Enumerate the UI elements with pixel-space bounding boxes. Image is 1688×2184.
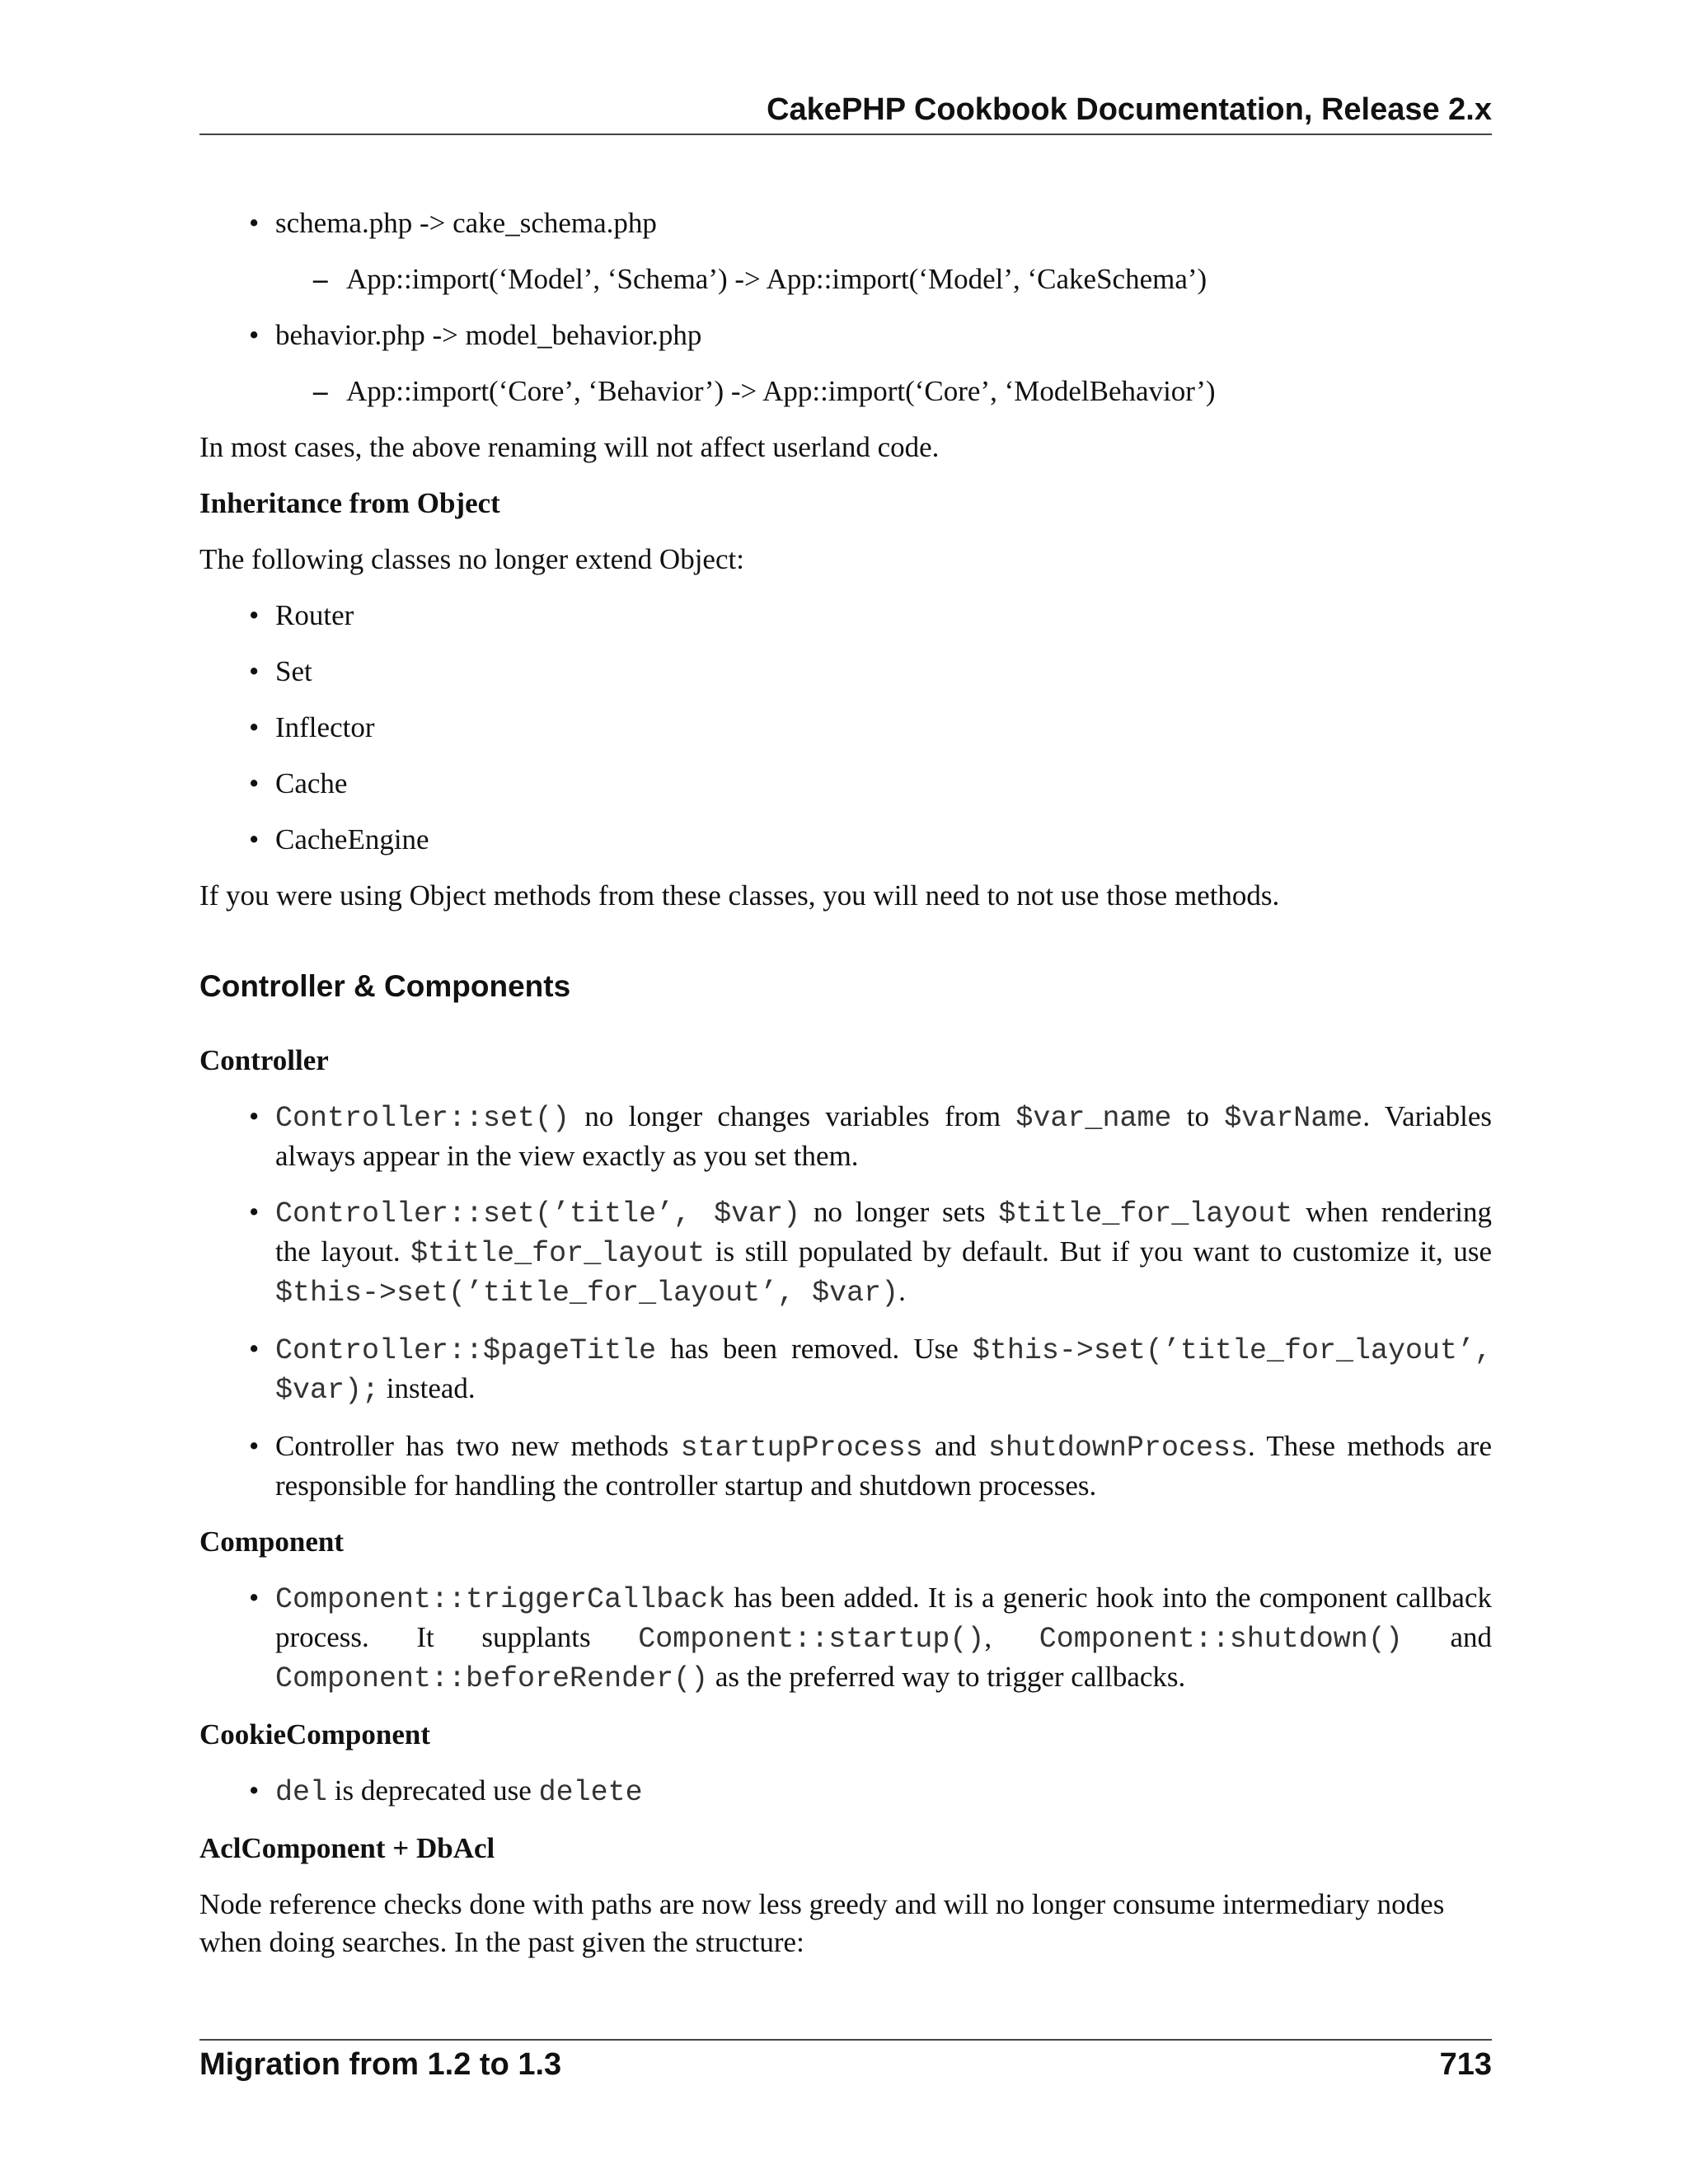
text: has been removed. Use [656, 1333, 973, 1365]
inheritance-note: If you were using Object methods from these classes, you will need to not use those methods. [199, 879, 1280, 912]
list-item [199, 204, 1492, 298]
class-list [199, 597, 1492, 859]
text: Controller has two new methods [275, 1430, 681, 1462]
text: no longer sets [800, 1196, 999, 1228]
footer-section: Migration from 1.2 to 1.3 [199, 2047, 562, 2082]
text: has been added. It is a generic hook into the component callback process. It supplants [275, 1582, 1492, 1653]
code: Controller::set(’title’, $var) [275, 1197, 801, 1230]
list-item [199, 1772, 1492, 1811]
text: is still populated by default. But if you want to customize it, use [705, 1235, 1492, 1268]
rename-import: – App::import(‘Model’, ‘Schema’) -> App::import(‘Model’, ‘CakeSchema’) [275, 260, 1492, 298]
code: Controller::set() [275, 1102, 570, 1135]
rename-list [199, 204, 1492, 410]
acl-heading: AclComponent + DbAcl [199, 1832, 495, 1864]
list-item [199, 1330, 1492, 1409]
list-item [199, 1193, 1492, 1312]
code: Controller::$pageTitle [275, 1334, 657, 1367]
cookie-list [199, 1772, 1492, 1811]
text: . Variables always appear in the view exactly as you set them. [275, 1100, 1492, 1172]
code: shutdownProcess [987, 1432, 1248, 1465]
code: $this->set(’title_for_layout’, $var) [275, 1277, 899, 1310]
inheritance-intro: The following classes no longer extend Object: [199, 543, 744, 575]
page-body [199, 204, 1492, 1980]
list-item: • Cache [199, 765, 1492, 803]
page-number: 713 [1439, 2047, 1492, 2082]
text: is deprecated use [327, 1774, 539, 1807]
text: to [1171, 1100, 1225, 1132]
text: and [922, 1430, 988, 1462]
header-rule [199, 134, 1492, 135]
rename-sublist [275, 260, 1492, 298]
code: $var_name [1015, 1102, 1172, 1135]
code: Component::startup() [638, 1623, 985, 1656]
cookie-heading: CookieComponent [199, 1718, 431, 1750]
code: Component::triggerCallback [275, 1583, 726, 1616]
controller-list [199, 1098, 1492, 1505]
list-item: • Router [199, 597, 1492, 635]
component-list [199, 1579, 1492, 1698]
rename-file: schema.php -> cake_schema.php [275, 207, 657, 239]
rename-import: – App::import(‘Core’, ‘Behavior’) -> App::import(‘Core’, ‘ModelBehavior’) [275, 373, 1492, 410]
text: and [1402, 1621, 1493, 1653]
footer-rule [199, 2039, 1492, 2041]
code: del [275, 1776, 328, 1809]
text: , [984, 1621, 1039, 1653]
renames-note: In most cases, the above renaming will not affect userland code. [199, 431, 940, 463]
controller-heading: Controller [199, 1044, 329, 1076]
list-item [199, 316, 1492, 410]
rename-sublist [275, 373, 1492, 410]
list-item: • Set [199, 653, 1492, 691]
text: when rendering the layout. [275, 1196, 1492, 1268]
list-item [199, 1427, 1492, 1505]
document-page [199, 0, 1492, 2184]
list-item [199, 1579, 1492, 1698]
text: . These methods are responsible for handling the controller startup and shutdown processes. [275, 1430, 1492, 1502]
code: startupProcess [680, 1432, 923, 1465]
text: instead. [379, 1372, 476, 1404]
list-item: • CacheEngine [199, 821, 1492, 859]
code: Component::shutdown() [1039, 1623, 1403, 1656]
code: $this->set(’title_for_layout’, $var); [275, 1334, 1492, 1407]
section-heading: Controller & Components [199, 969, 571, 1003]
code: $title_for_layout [410, 1237, 706, 1270]
text: as the preferred way to trigger callbacks. [708, 1661, 1186, 1693]
rename-file: behavior.php -> model_behavior.php [275, 319, 702, 351]
acl-text: Node reference checks done with paths are now less greedy and will no longer consume intermediary nodes when doing searches. In the past given the structure: [199, 1888, 1445, 1958]
code: $varName [1224, 1102, 1363, 1135]
text: . [898, 1275, 906, 1307]
inheritance-heading: Inheritance from Object [199, 487, 500, 519]
code: delete [538, 1776, 643, 1809]
component-heading: Component [199, 1526, 345, 1558]
running-header: CakePHP Cookbook Documentation, Release 2.x [767, 92, 1492, 127]
code: Component::beforeRender() [275, 1662, 709, 1695]
code: $title_for_layout [998, 1197, 1293, 1230]
list-item: • Inflector [199, 709, 1492, 747]
list-item [199, 1098, 1492, 1175]
text: no longer changes variables from [570, 1100, 1016, 1132]
